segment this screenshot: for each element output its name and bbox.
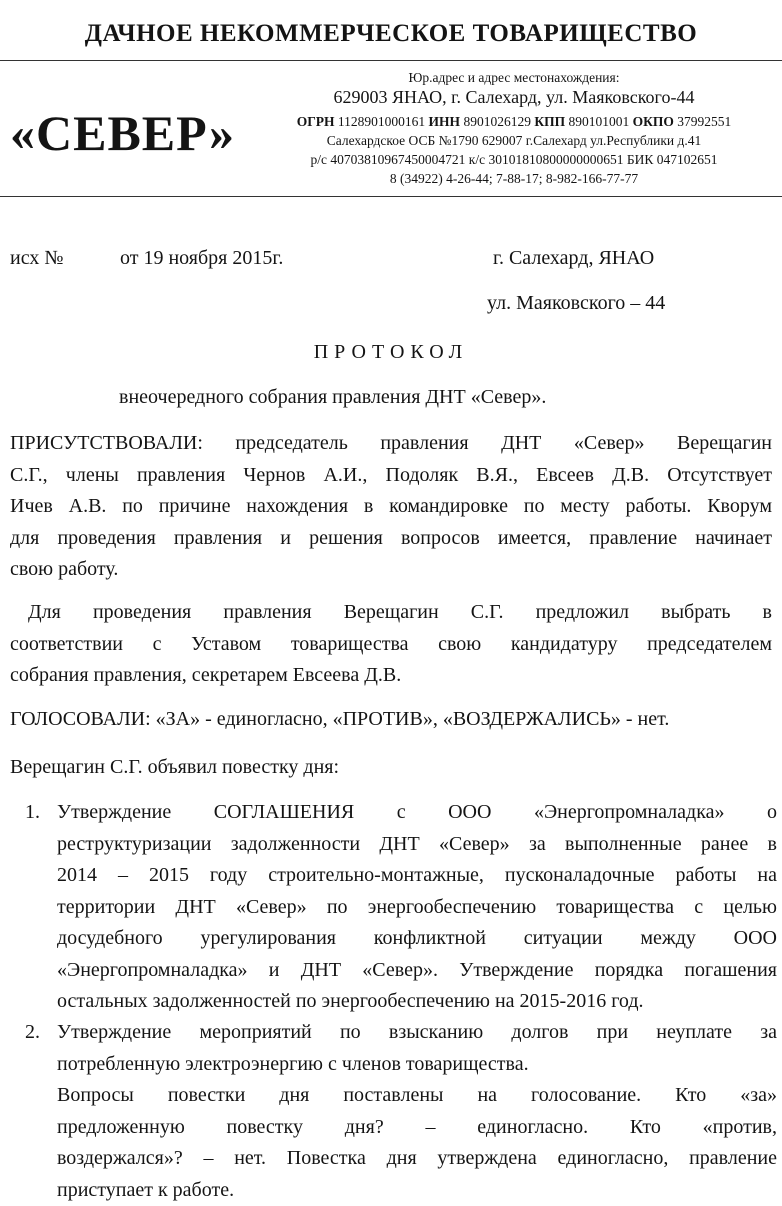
legal-address: 629003 ЯНАО, г. Салехард, ул. Маяковского-44	[250, 88, 778, 108]
text-line: собрания правления, секретарем Евсеева Д.В.	[10, 660, 772, 692]
text-line: для проведения правления и решения вопросов имеется, правление начинает	[10, 523, 772, 555]
agenda-intro: Верещагин С.Г. объявил повестку дня:	[10, 756, 339, 779]
text-line: досудебного урегулирования конфликтной ситуации между ООО	[57, 923, 777, 955]
org-logo: «СЕВЕР»	[10, 104, 235, 162]
text-line: Утверждение мероприятий по взысканию долгов при неуплате за	[57, 1017, 777, 1049]
text-line: воздержался»? – нет. Повестка дня утверждена единогласно, правление	[57, 1143, 777, 1175]
org-name: ДАЧНОЕ НЕКОММЕРЧЕСКОЕ ТОВАРИЩЕСТВО	[0, 20, 782, 48]
text-line: свою работу.	[10, 554, 772, 586]
kpp-value: 890101001	[568, 114, 629, 129]
text-line: Вопросы повестки дня поставлены на голосование. Кто «за»	[57, 1080, 777, 1112]
okpo-value: 37992551	[677, 114, 731, 129]
header-rule-top	[0, 60, 782, 61]
agenda-item-number: 2.	[25, 1017, 40, 1049]
inn-label: ИНН	[429, 114, 461, 129]
header-rule-bottom	[0, 196, 782, 197]
document-street: ул. Маяковского – 44	[487, 292, 665, 315]
text-line: территории ДНТ «Север» по энергообеспечению товарищества с целью	[57, 892, 777, 924]
text-line: предложенную повестку дня? – единогласно. Кто «против,	[57, 1112, 777, 1144]
registration-codes	[250, 112, 778, 132]
ogrn-value: 1128901000161	[338, 114, 425, 129]
okpo-label: ОКПО	[633, 114, 674, 129]
bank-details: Салехардское ОСБ №1790 629007 г.Салехард ул.Республики д.41	[250, 131, 778, 151]
vote-result: ГОЛОСОВАЛИ: «ЗА» - единогласно, «ПРОТИВ», «ВОЗДЕРЖАЛИСЬ» - нет.	[10, 708, 669, 731]
document-date: от 19 ноября 2015г.	[120, 247, 283, 270]
text-line: Ичев А.В. по причине нахождения в командировке по месту работы. Кворум	[10, 491, 772, 523]
document-city: г. Салехард, ЯНАО	[493, 247, 654, 270]
bank-accounts: р/с 40703810967450004721 к/с 30101810800000000651 БИК 047102651	[250, 150, 778, 170]
text-line: остальных задолженностей по энергообеспечению на 2015-2016 год.	[57, 986, 777, 1018]
inn-value: 8901026129	[463, 114, 531, 129]
agenda-item-number: 1.	[25, 797, 40, 829]
kpp-label: КПП	[534, 114, 565, 129]
text-line: Утверждение СОГЛАШЕНИЯ с ООО «Энергопромналадка» о	[57, 797, 777, 829]
attendees-paragraph	[10, 428, 772, 586]
text-line: потребленную электроэнергию с членов товарищества.	[57, 1049, 777, 1081]
text-line: Для проведения правления Верещагин С.Г. предложил выбрать в	[10, 597, 772, 629]
document-subtitle: внеочередного собрания правления ДНТ «Север».	[119, 386, 546, 409]
ogrn-label: ОГРН	[297, 114, 335, 129]
text-line: «Энергопромналадка» и ДНТ «Север». Утверждение порядка погашения	[57, 955, 777, 987]
document-title: ПРОТОКОЛ	[0, 341, 782, 364]
text-line: соответствии с Уставом товарищества свою кандидатуру председателем	[10, 629, 772, 661]
text-line: 2014 – 2015 году строительно-монтажные, пусконаладочные работы на	[57, 860, 777, 892]
text-line: С.Г., члены правления Чернов А.И., Подоляк В.Я., Евсеев Д.В. Отсутствует	[10, 460, 772, 492]
chair-paragraph	[10, 597, 772, 692]
text-line: ПРИСУТСТВОВАЛИ: председатель правления ДНТ «Север» Верещагин	[10, 428, 772, 460]
text-line: реструктуризации задолженности ДНТ «Север» за выполненные ранее в	[57, 829, 777, 861]
phone-numbers: 8 (34922) 4-26-44; 7-88-17; 8-982-166-77-77	[250, 169, 778, 189]
address-label: Юр.адрес и адрес местонахождения:	[250, 68, 778, 88]
text-line: приступает к работе.	[57, 1175, 777, 1206]
outgoing-number: исх №	[10, 247, 63, 270]
